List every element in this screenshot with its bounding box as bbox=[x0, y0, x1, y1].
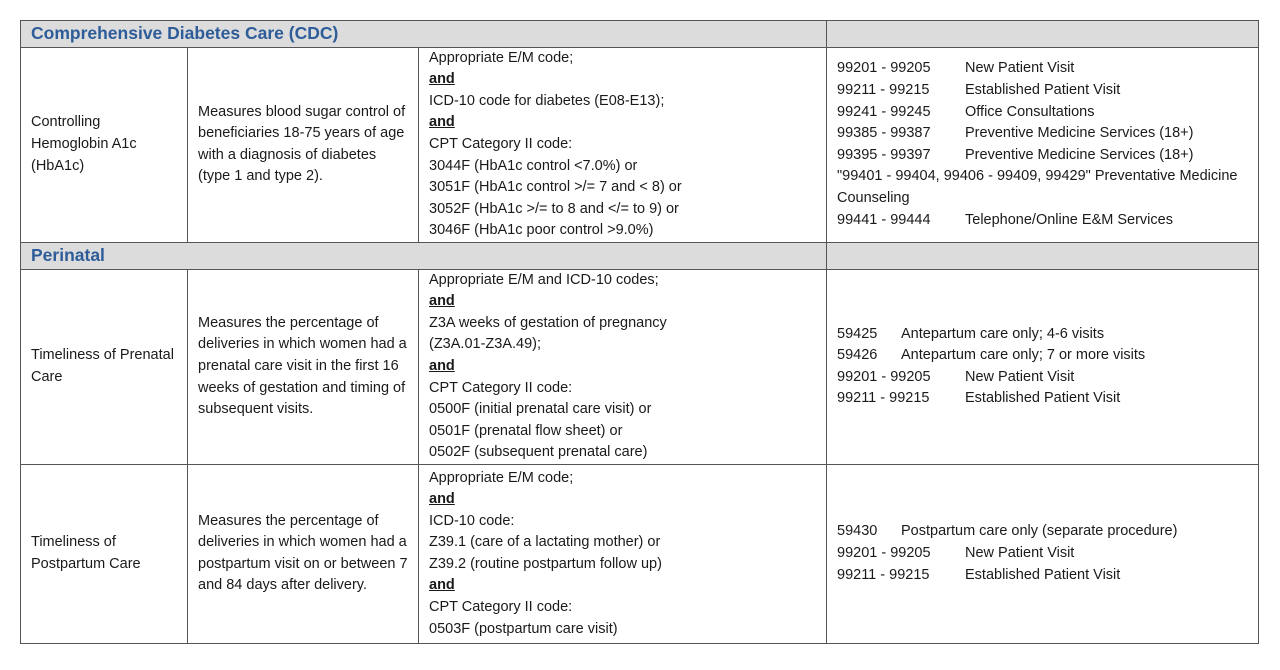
criteria-line: 3051F (HbA1c control >/= 7 and < 8) or bbox=[429, 179, 682, 196]
criteria-connector: and bbox=[429, 71, 455, 88]
criteria-line: 0503F (postpartum care visit) bbox=[429, 620, 618, 637]
criteria-line: Z39.1 (care of a lactating mother) or bbox=[429, 534, 661, 551]
measure-criteria bbox=[419, 464, 827, 643]
procedure-label: Established Patient Visit bbox=[965, 566, 1121, 583]
criteria-connector: and bbox=[429, 114, 455, 131]
code-row bbox=[837, 388, 1248, 410]
criteria-connector: and bbox=[429, 357, 455, 374]
criteria-line: ICD-10 code: bbox=[429, 512, 515, 529]
measure-codes bbox=[827, 464, 1259, 643]
criteria-line: 0500F (initial prenatal care visit) or bbox=[429, 401, 652, 418]
section-title-cell bbox=[21, 242, 827, 269]
procedure-label: Antepartum care only; 7 or more visits bbox=[901, 347, 1146, 364]
procedure-code: 99201 - 99205 bbox=[837, 368, 931, 385]
code-row bbox=[837, 521, 1248, 543]
procedure-code: 99201 - 99205 bbox=[837, 545, 931, 562]
measure-description: Measures the percentage of deliveries in which women had a postpartum visit on or between 7 and 84 days after delivery. bbox=[188, 464, 419, 643]
criteria-line: 3046F (HbA1c poor control >9.0%) bbox=[429, 222, 654, 239]
procedure-code: 99395 - 99397 bbox=[837, 146, 931, 163]
criteria-line: CPT Category II code: bbox=[429, 135, 573, 152]
procedure-code: 99211 - 99215 bbox=[837, 390, 930, 407]
procedure-code: 99241 - 99245 bbox=[837, 103, 931, 120]
procedure-code: 99201 - 99205 bbox=[837, 60, 931, 77]
section-header-perinatal bbox=[21, 242, 1259, 269]
code-row bbox=[837, 565, 1248, 587]
code-row: "99401 - 99404, 99406 - 99409, 99429" Preventative Medicine Counseling bbox=[837, 168, 1238, 206]
criteria-line: 3052F (HbA1c >/= to 8 and </= to 9) or bbox=[429, 200, 679, 217]
criteria-line: CPT Category II code: bbox=[429, 599, 573, 616]
criteria-line: Appropriate E/M code; bbox=[429, 469, 574, 486]
measure-codes bbox=[827, 269, 1259, 464]
criteria-line: Z39.2 (routine postpartum follow up) bbox=[429, 555, 662, 572]
procedure-label: Antepartum care only; 4-6 visits bbox=[901, 325, 1105, 342]
measure-name: Timeliness of Prenatal Care bbox=[21, 269, 188, 464]
table-row bbox=[21, 269, 1259, 464]
code-row bbox=[837, 324, 1248, 346]
criteria-line: 0502F (subsequent prenatal care) bbox=[429, 444, 648, 461]
section-title: Comprehensive Diabetes Care (CDC) bbox=[31, 23, 339, 43]
code-row bbox=[837, 345, 1248, 367]
measure-description: Measures the percentage of deliveries in which women had a prenatal care visit in the first 16 weeks of gestation and timing of subsequent visits. bbox=[188, 269, 419, 464]
procedure-label: Postpartum care only (separate procedure) bbox=[901, 523, 1178, 540]
criteria-connector: and bbox=[429, 577, 455, 594]
procedure-label: Established Patient Visit bbox=[965, 390, 1121, 407]
code-row bbox=[837, 102, 1248, 124]
procedure-code: 99211 - 99215 bbox=[837, 81, 930, 98]
procedure-code: 99385 - 99387 bbox=[837, 125, 931, 142]
code-row bbox=[837, 210, 1248, 232]
quality-measures-table bbox=[20, 20, 1259, 644]
code-row bbox=[837, 58, 1248, 80]
code-row bbox=[837, 543, 1248, 565]
procedure-code: 59425 bbox=[837, 325, 878, 342]
section-header-cdc bbox=[21, 21, 1259, 48]
measure-description: Measures blood sugar control of beneficiaries 18-75 years of age with a diagnosis of diabetes (type 1 and type 2). bbox=[188, 47, 419, 242]
criteria-line: 3044F (HbA1c control <7.0%) or bbox=[429, 157, 638, 174]
code-row bbox=[837, 367, 1248, 389]
procedure-label: New Patient Visit bbox=[965, 545, 1075, 562]
procedure-code: 99211 - 99215 bbox=[837, 566, 930, 583]
procedure-label: New Patient Visit bbox=[965, 60, 1075, 77]
code-row bbox=[837, 123, 1248, 145]
criteria-line: Appropriate E/M and ICD-10 codes; bbox=[429, 271, 659, 288]
procedure-label: Preventive Medicine Services (18+) bbox=[965, 146, 1194, 163]
table-row bbox=[21, 47, 1259, 242]
criteria-line: ICD-10 code for diabetes (E08-E13); bbox=[429, 92, 665, 109]
code-row bbox=[837, 80, 1248, 102]
section-title-cell bbox=[21, 21, 827, 48]
criteria-connector: and bbox=[429, 293, 455, 310]
criteria-line: 0501F (prenatal flow sheet) or bbox=[429, 422, 623, 439]
measure-name: Controlling Hemoglobin A1c (HbA1c) bbox=[21, 47, 188, 242]
table-row bbox=[21, 464, 1259, 643]
measure-criteria bbox=[419, 47, 827, 242]
section-header-empty-cell bbox=[827, 21, 1259, 48]
criteria-line: (Z3A.01-Z3A.49); bbox=[429, 336, 542, 353]
procedure-code: 99441 - 99444 bbox=[837, 211, 931, 228]
procedure-label: Established Patient Visit bbox=[965, 81, 1121, 98]
procedure-label: Office Consultations bbox=[965, 103, 1095, 120]
section-header-empty-cell bbox=[827, 242, 1259, 269]
code-row bbox=[837, 145, 1248, 167]
criteria-line: Z3A weeks of gestation of pregnancy bbox=[429, 314, 667, 331]
procedure-label: Preventive Medicine Services (18+) bbox=[965, 125, 1194, 142]
measure-codes bbox=[827, 47, 1259, 242]
section-title: Perinatal bbox=[31, 244, 105, 265]
criteria-line: CPT Category II code: bbox=[429, 379, 573, 396]
procedure-code: 59430 bbox=[837, 523, 878, 540]
criteria-line: Appropriate E/M code; bbox=[429, 49, 574, 66]
procedure-label: Telephone/Online E&M Services bbox=[965, 211, 1173, 228]
procedure-label: New Patient Visit bbox=[965, 368, 1075, 385]
measure-name: Timeliness of Postpartum Care bbox=[21, 464, 188, 643]
procedure-code: 59426 bbox=[837, 347, 878, 364]
criteria-connector: and bbox=[429, 491, 455, 508]
measure-criteria bbox=[419, 269, 827, 464]
